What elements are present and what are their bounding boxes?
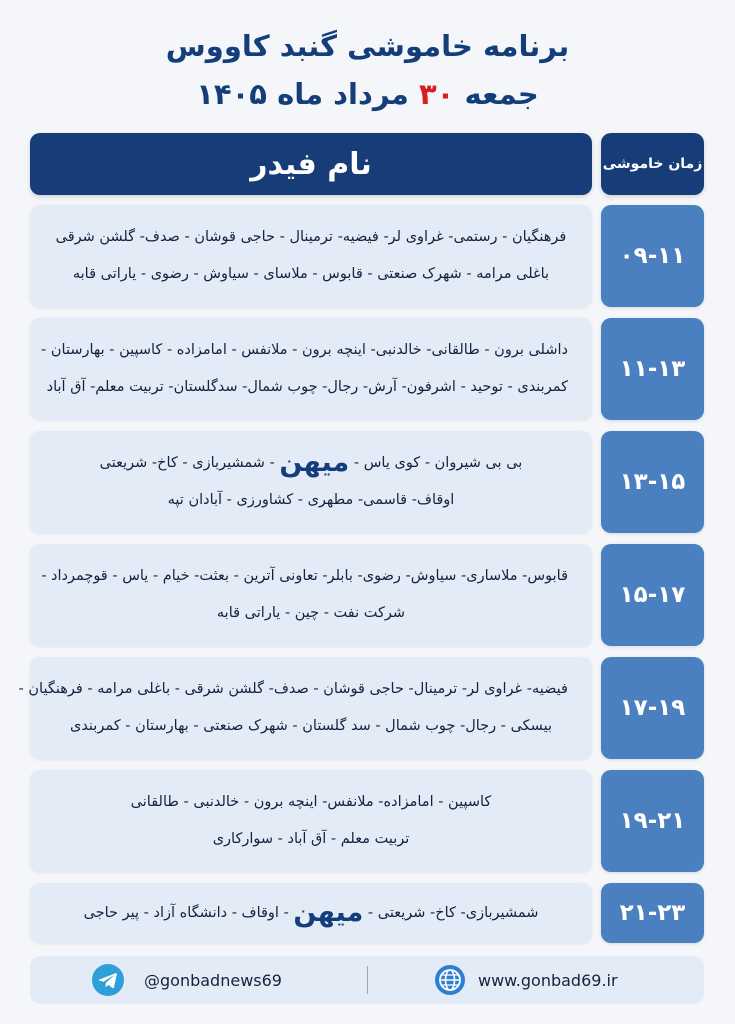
feeder-list	[30, 318, 592, 420]
feeder-text: شمشیربازی- کاخ- شریعتی -	[367, 904, 539, 921]
outage-time-header: زمان خاموشی	[601, 133, 704, 195]
page-subtitle-date	[0, 74, 735, 114]
globe-icon[interactable]	[434, 964, 466, 996]
date-weekday: جمعه	[464, 77, 539, 111]
telegram-icon[interactable]	[92, 964, 124, 996]
feeder-text: - اوقاف - دانشگاه آزاد - پیر حاجی	[83, 904, 289, 921]
feeder-line: داشلی برون - طالقانی- خالدنبی- اینچه برون - ملانفس - امامزاده - کاسپین - بهارستان -	[41, 342, 568, 358]
feeder-line: بیسکی - رجال- چوب شمال - سد گلستان - شهرک صنعتی - بهارستان - کمربندی	[69, 718, 553, 734]
footer-bar	[30, 956, 704, 1004]
schedule-row-3	[0, 431, 735, 533]
time-slot: ۱۱-۱۳	[601, 318, 704, 420]
feeder-line	[54, 445, 568, 482]
time-slot: ۱۹-۲۱	[601, 770, 704, 872]
time-slot: ۱۳-۱۵	[601, 431, 704, 533]
feeder-highlight-mihan: میهن	[279, 447, 350, 478]
feeder-name-header: نام فیدر	[30, 133, 592, 195]
feeder-line: شرکت نفت - چین - یاراتی قابه	[216, 605, 406, 621]
feeder-line	[54, 895, 568, 932]
feeder-line: کاسپین - امامزاده- ملانفس- اینچه برون - خالدنبی - طالقانی	[130, 794, 492, 810]
feeder-line: قابوس- ملاساری- سیاوش- رضوی- بابلر- تعاونی آترین - بعثت- خیام - یاس - قوچمرداد -	[41, 568, 568, 584]
feeder-list	[30, 770, 592, 872]
feeder-line: فرهنگیان - رستمی- غراوی لر- فیضیه- ترمینال - حاجی قوشان - صدف- گلشن شرقی	[55, 229, 567, 245]
date-month-year: مرداد ماه ۱۴۰۵	[196, 77, 409, 111]
schedule-row-4	[0, 544, 735, 646]
feeder-line: تربیت معلم - آق آباد - سوارکاری	[212, 831, 410, 847]
schedule-row-7	[0, 883, 735, 943]
footer-divider	[367, 966, 368, 994]
feeder-line: باغلی مرامه - شهرک صنعتی - قابوس - ملاسای - سیاوش - رضوی - یاراتی قابه	[72, 266, 550, 282]
feeder-list	[18, 657, 592, 759]
feeder-list	[30, 544, 592, 646]
time-slot: ۱۵-۱۷	[601, 544, 704, 646]
feeder-list	[30, 431, 592, 533]
schedule-row-6	[0, 770, 735, 872]
telegram-handle-link[interactable]: @gonbadnews69	[144, 970, 282, 990]
time-slot: ۰۹-۱۱	[601, 205, 704, 307]
feeder-highlight-mihan: میهن	[293, 896, 364, 928]
page-title: برنامه خاموشی گنبد کاووس	[165, 29, 570, 63]
feeder-text: بی بی شیروان - کوی یاس -	[353, 455, 523, 471]
feeder-line: فیضیه- غراوی لر- ترمینال- حاجی قوشان - صدف- گلشن شرقی - باغلی مرامه - فرهنگیان -	[18, 681, 568, 697]
schedule-row-1	[0, 205, 735, 307]
time-slot: ۲۱-۲۳	[601, 883, 704, 943]
feeder-list	[30, 205, 592, 307]
feeder-line: اوقاف- قاسمی- مطهری - کشاورزی - آبادان تپه	[167, 492, 455, 508]
website-link[interactable]: www.gonbad69.ir	[478, 970, 618, 990]
schedule-row-5	[0, 657, 735, 759]
feeder-line: کمربندی - توحید - اشرفون- آرش- رجال- چوب شمال- سدگلستان- تربیت معلم- آق آباد	[46, 379, 568, 395]
feeder-list	[30, 883, 592, 943]
schedule-row-2	[0, 318, 735, 420]
feeder-text: - شمشیربازی - کاخ- شریعتی	[99, 455, 275, 471]
date-day: ۳۰	[418, 77, 455, 111]
time-slot: ۱۷-۱۹	[601, 657, 704, 759]
